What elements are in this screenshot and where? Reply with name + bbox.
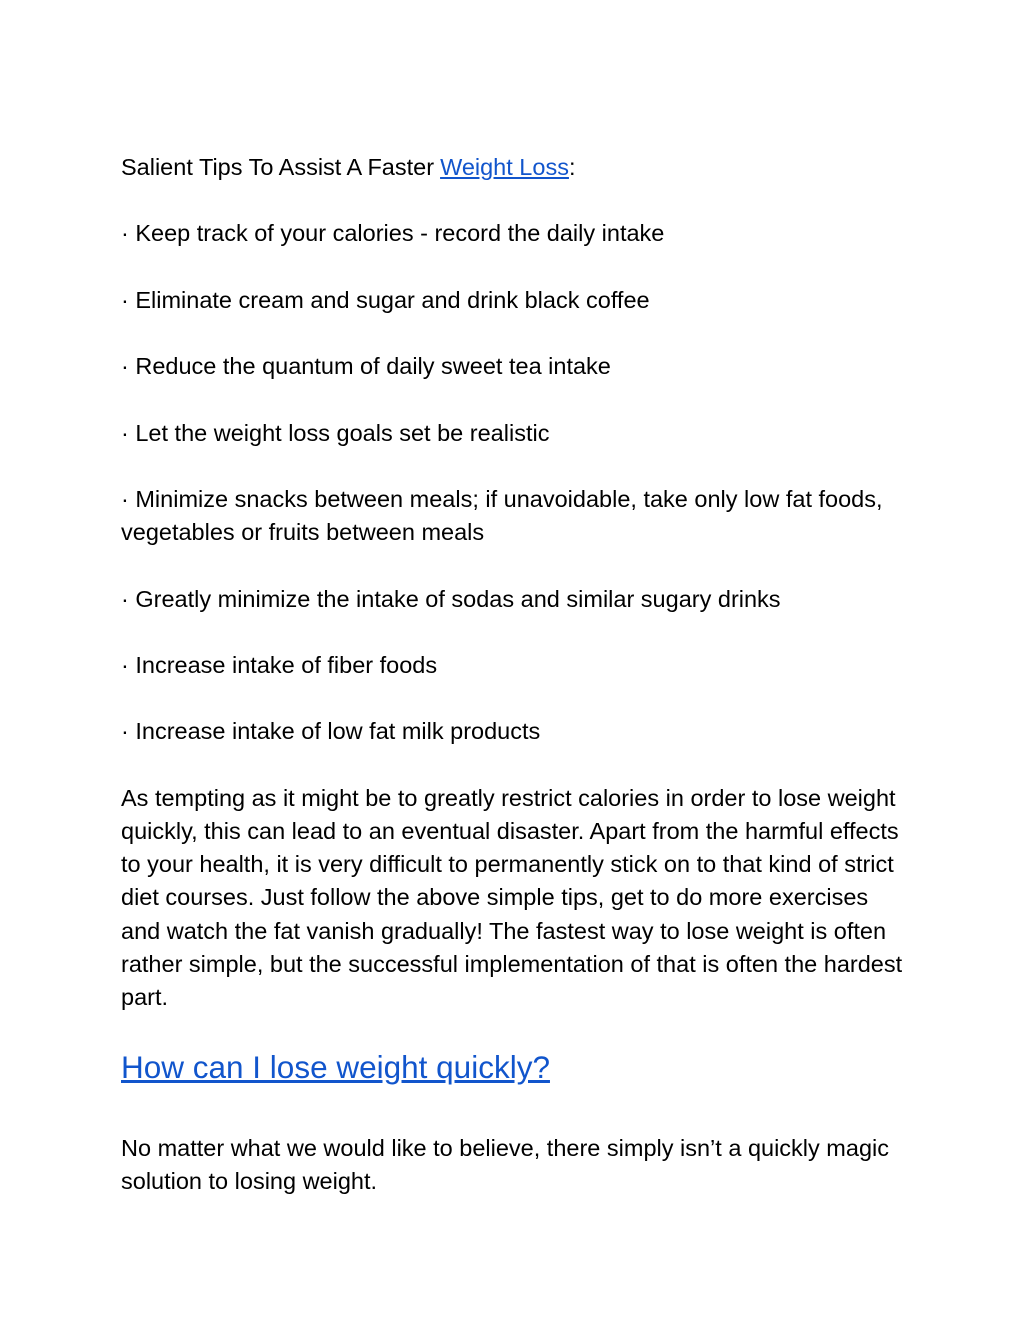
tip-item: · Keep track of your calories - record the daily intake: [121, 220, 665, 247]
tip-item: · Let the weight loss goals set be realistic: [121, 419, 550, 446]
weight-loss-link[interactable]: Weight Loss: [440, 154, 569, 180]
intro-suffix: :: [568, 154, 576, 180]
intro-line: [121, 151, 911, 184]
tip-item: · Reduce the quantum of daily sweet tea intake: [121, 353, 611, 380]
tip-item: · Increase intake of fiber foods: [121, 651, 438, 678]
intro-text: Salient Tips To Assist A Faster: [121, 154, 435, 180]
section-heading: [121, 1047, 911, 1087]
closing-paragraph: No matter what we would like to believe, there simply isn’t a quickly magic solution to losing weight.: [121, 1135, 889, 1195]
tip-item: · Eliminate cream and sugar and drink black coffee: [121, 286, 650, 313]
body-paragraph: As tempting as it might be to greatly restrict calories in order to lose weight quickly, this can lead to an eventual disaster. Apart from the harmful effects to your health, it is very difficult to permanently stick on to that kind of strict diet courses. Just follow the above simple tips, get to do more exercises and watch the fat vanish gradually! The fastest way to lose weight is often rather simple, but the successful implementation of that is often the hardest part.: [121, 784, 903, 1010]
tip-item: · Greatly minimize the intake of sodas and similar sugary drinks: [121, 585, 781, 612]
document-page: [121, 151, 911, 1199]
tip-item: · Increase intake of low fat milk products: [121, 718, 541, 745]
tips-list: [121, 217, 911, 748]
heading-link[interactable]: How can I lose weight quickly?: [121, 1049, 550, 1086]
tip-item: · Minimize snacks between meals; if unavoidable, take only low fat foods, vegetables or fruits between meals: [121, 485, 883, 546]
